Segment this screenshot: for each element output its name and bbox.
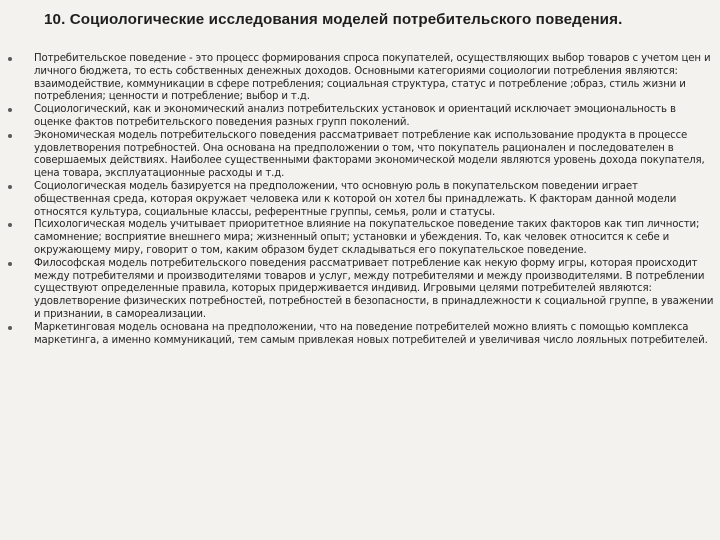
bullet-dot-icon [8, 185, 12, 189]
bullet-dot-icon [8, 326, 12, 330]
bullet-text: Философская модель потребительского поведения рассматривает потребление как некую форму игры, которая происходит между потребителями и производителями товаров и услуг, между потребителями и между производителями. В потреблении существуют определенные правила, которых придерживается индивид. Игровыми целями потребителей являются: удовлетворение физических потребностей, потребностей в безопасности, в принадлежности к социальной группе, в уважении и признании, в самореализации. [34, 257, 714, 320]
bullet-text: Маркетинговая модель основана на предположении, что на поведение потребителей можно влиять с помощью комплекса маркетинга, а именно коммуникаций, тем самым привлекая новых потребителей и увеличивая число лояльных потребителей. [34, 321, 708, 346]
bullet-item-sociological-analysis [0, 104, 720, 130]
bullet-dot-icon [8, 57, 12, 61]
bullet-item-economic-model [0, 130, 720, 181]
bullet-item-marketing-model [0, 322, 720, 348]
bullet-item-psychological-model [0, 219, 720, 257]
bullet-dot-icon [8, 223, 12, 227]
bullet-item-consumer-behavior [0, 53, 720, 104]
slide-title: 10. Социологические исследования моделей потребительского поведения. [44, 11, 623, 28]
bullet-list [0, 53, 720, 347]
bullet-item-sociological-model [0, 181, 720, 219]
bullet-text: Психологическая модель учитывает приоритетное влияние на покупательское поведение таких факторов как тип личности; самомнение; восприятие внешнего мира; жизненный опыт; установки и убеждения. То, как человек относится к себе и окружающему миру, говорит о том, каким образом будет складываться его покупательское поведение. [34, 219, 700, 256]
bullet-item-philosophical-model [0, 258, 720, 322]
bullet-text: Социологический, как и экономический анализ потребительских установок и ориентаций исключает эмоциональность в оценке фактов потребительского поведения разных групп поколений. [34, 104, 676, 128]
bullet-text: Социологическая модель базируется на предположении, что основную роль в покупательском поведении играет общественная среда, которая окружает человека или к которой он хотел бы принадлежать. К факторам данной модели относятся культура, социальные классы, референтные группы, семья, роли и статусы. [34, 180, 677, 218]
bullet-dot-icon [8, 108, 12, 112]
bullet-text: Экономическая модель потребительского поведения рассматривает потребление как использование продукта в процессе удовлетворения потребностей. Она основана на предположении о том, что покупатель рационален и последователен в совершаемых действиях. Наиболее существенными факторами экономической модели являются уровень дохода покупателя, цена товара, эксплуатационные расходы и т.д. [34, 129, 705, 180]
bullet-dot-icon [8, 134, 12, 138]
bullet-dot-icon [8, 262, 12, 266]
bullet-text: Потребительское поведение - это процесс формирования спроса покупателей, осуществляющих выбор товаров с учетом цен и личного бюджета, то есть собственных денежных доходов. Основными категориями социологии потребления являются: взаимодействие, коммуникации в сфере потребления; социальная структура, статус и потребление ;образ, стиль жизни и потребления; ценности и потребление; выбор и т.д. [34, 53, 711, 103]
